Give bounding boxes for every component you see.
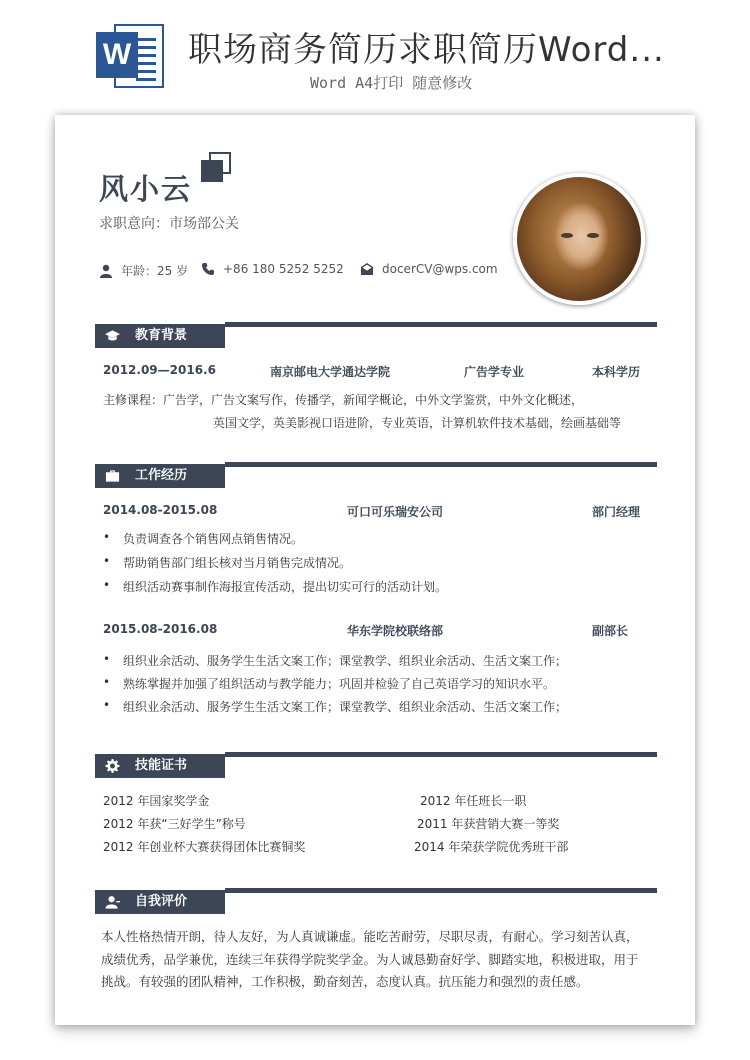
section-self-evaluation	[95, 888, 657, 914]
email-text: docerCV@wps.com	[382, 262, 498, 276]
person-icon	[99, 264, 113, 278]
job-company: 华东学院校联络部	[347, 624, 444, 638]
age-info	[99, 262, 188, 279]
job-duty: • 组织业余活动、服务学生生活文案工作；课堂教学、组织业余活动、生活文案工作；	[123, 652, 567, 669]
education-period: 2012.09—2016.6	[103, 363, 216, 377]
email-info	[360, 262, 498, 276]
section-title: 自我评价	[135, 894, 188, 909]
skill-item: 2012 年任班长一职	[420, 794, 527, 808]
courses-line-2: 英国文学，英美影视口语进阶，专业英语，计算机软件技术基础，绘画基础等	[213, 416, 622, 430]
education-school: 南京邮电大学通达学院	[270, 365, 391, 379]
job-duty: • 负责调查各个销售网点销售情况。	[123, 530, 303, 547]
word-letter-icon: W	[96, 32, 138, 78]
banner-title: 职场商务简历求职简历Word...	[188, 30, 665, 70]
user-icon	[105, 895, 120, 909]
self-evaluation-line: 成绩优秀，品学兼优，连续三年获得学院奖学金。为人诚恳勤奋好学、脚踏实地，积极进取，用于	[101, 951, 639, 967]
section-work	[95, 462, 657, 488]
skill-item: 2011 年获营销大赛一等奖	[417, 817, 560, 831]
section-title: 教育背景	[135, 328, 188, 343]
job-period: 2015.08-2016.08	[103, 622, 218, 636]
profile-photo	[513, 173, 645, 305]
email-icon	[360, 262, 374, 276]
skill-item: 2012 年获“三好学生”称号	[103, 817, 246, 831]
job-role: 部门经理	[592, 505, 641, 519]
job-duty: • 帮助销售部门组长核对当月销售完成情况。	[123, 554, 351, 571]
section-title: 工作经历	[135, 468, 188, 483]
self-evaluation-line: 本人性格热情开朗，待人友好，为人真诚谦虚。能吃苦耐劳，尽职尽责，有耐心。学习刻苦认真，	[101, 929, 639, 944]
self-evaluation-text	[101, 926, 656, 994]
decorative-squares-icon	[201, 152, 231, 182]
education-degree: 本科学历	[592, 365, 641, 379]
job-duty: • 熟练掌握并加强了组织活动与教学能力；巩固并检验了自己英语学习的知识水平。	[123, 675, 555, 692]
skill-item: 2014 年荣获学院优秀班干部	[414, 840, 569, 854]
section-title: 技能证书	[135, 758, 188, 773]
section-skills	[95, 752, 657, 778]
briefcase-icon	[105, 469, 120, 483]
job-duty: • 组织业余活动、服务学生生活文案工作；课堂教学、组织业余活动、生活文案工作；	[123, 698, 567, 715]
skill-item: 2012 年创业杯大赛获得团体比赛铜奖	[103, 840, 306, 854]
section-education	[95, 322, 657, 348]
phone-icon	[201, 262, 215, 276]
skill-item: 2012 年国家奖学金	[103, 794, 210, 808]
age-text: 年龄：25 岁	[121, 264, 189, 278]
graduation-cap-icon	[105, 329, 120, 343]
self-evaluation-line: 挑战。有较强的团队精神，工作积极，勤奋刻苦，态度认真。抗压能力和强烈的责任感。	[101, 974, 589, 989]
phone-info	[201, 262, 344, 276]
education-major: 广告学专业	[464, 365, 525, 379]
resume-page	[55, 115, 695, 1025]
job-period: 2014.08-2015.08	[103, 503, 218, 517]
phone-text: +86 180 5252 5252	[223, 262, 344, 276]
candidate-name: 风小云	[99, 172, 193, 206]
word-app-icon	[96, 20, 166, 92]
courses-line-1: 主修课程：广告学，广告文案写作，传播学，新闻学概论，中外文学鉴赏，中外文化概述，	[103, 393, 584, 407]
job-company: 可口可乐瑞安公司	[347, 505, 444, 519]
banner-subtitle: Word A4打印 随意修改	[310, 74, 473, 92]
job-intent: 求职意向：市场部公关	[99, 216, 239, 232]
job-duty: • 组织活动赛事制作海报宣传活动，提出切实可行的活动计划。	[123, 578, 447, 595]
job-role: 副部长	[592, 624, 629, 638]
gear-icon	[105, 759, 120, 773]
